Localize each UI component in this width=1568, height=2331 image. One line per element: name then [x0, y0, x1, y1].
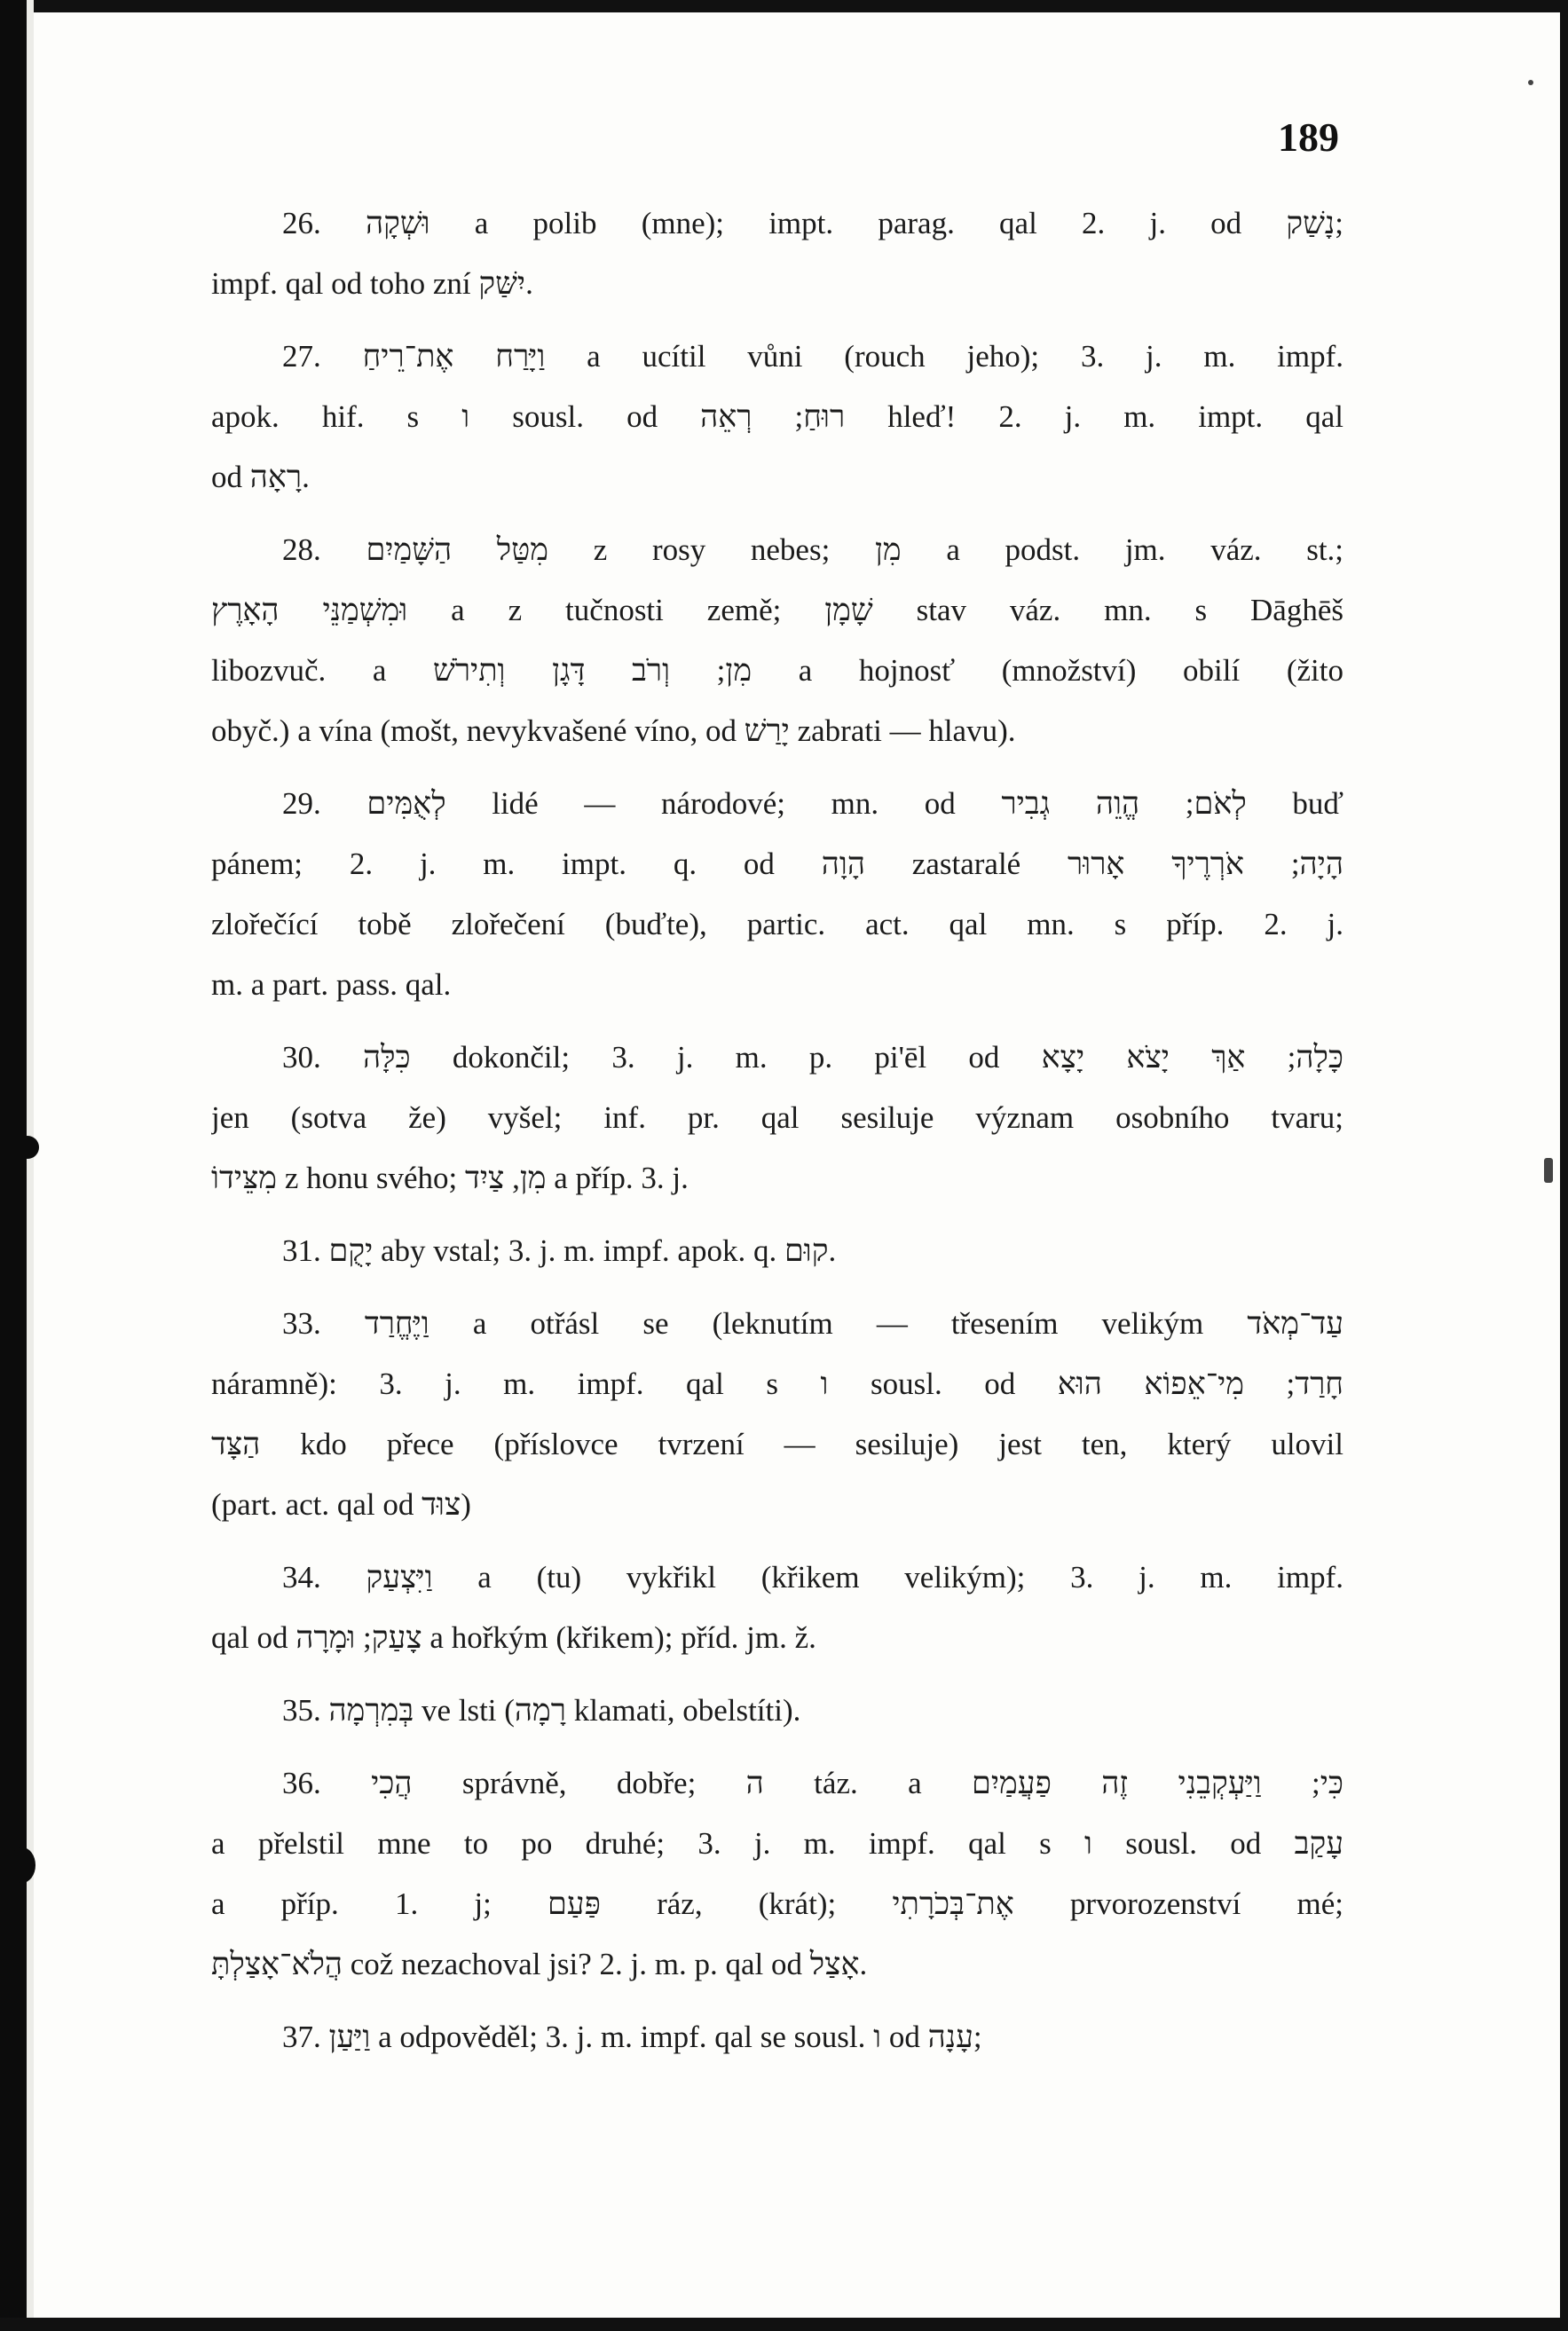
- page-number: 189: [1278, 114, 1339, 160]
- glossary-entry: [211, 1294, 1343, 1535]
- entry-line: 35. בְּמִרְמָה ve lsti (רָמָה klamati, obelstíti).: [282, 1693, 801, 1728]
- glossary-entry: [211, 1028, 1343, 1209]
- entry-line: 33. וַיֶּחֱרַד a otřásl se (leknutím — třesením velikým עַד־מְאֹד: [282, 1306, 1343, 1341]
- entry-line: 30. כִּלָּה dokončil; 3. j. m. p. pi'ēl od כָּלָה; אַךְ יָצֹא יָצָא: [282, 1040, 1343, 1075]
- entry-gap: [211, 1015, 1343, 1028]
- entry-line: 31. יָקֻם aby vstal; 3. j. m. impf. apok. q. קוּם.: [282, 1233, 837, 1268]
- scan-speck: [1528, 80, 1533, 85]
- entry-gap: [211, 1209, 1343, 1221]
- entry-gap: [211, 2067, 1343, 2080]
- entry-line: jen (sotva že) vyšel; inf. pr. qal sesiluje význam osobního tvaru;: [211, 1100, 1343, 1135]
- entry-line: (part. act. qal od צוּד): [211, 1487, 471, 1522]
- scan-border-bottom: [0, 2318, 1568, 2331]
- entry-line: הַצָּד kdo přece (příslovce tvrzení — sesiluje) jest ten, který ulovil: [211, 1427, 1343, 1461]
- entry-line: m. a part. pass. qal.: [211, 967, 452, 1002]
- entry-line: a přelstil mne to po druhé; 3. j. m. impf. qal s ו sousl. od עָקַב: [211, 1826, 1343, 1861]
- binding-mark-lower: [9, 1847, 35, 1883]
- entry-line: pánem; 2. j. m. impt. q. od הָוָה zastaralé הָיָה; אֹרְרֶיךָ אָרוּר: [211, 847, 1343, 881]
- entry-line: náramně): 3. j. m. impf. qal s ו sousl. od חָרַד; מִי־אֵפוֹא הוּא: [211, 1366, 1343, 1401]
- entry-line: obyč.) a vína (mošt, nevykvašené víno, od יָרַשׁ zabrati — hlavu).: [211, 713, 1016, 748]
- entry-line: 27. וַיָּרַח אֶת־רֵיחַ a ucítil vůni (rouch jeho); 3. j. m. impf.: [282, 339, 1343, 374]
- page-edge: [27, 0, 34, 2331]
- scan-border-right: [1560, 0, 1568, 2331]
- entry-line: 28. מִטַּל הַשָּׁמַיִם z rosy nebes; מִן a podst. jm. váz. st.;: [282, 532, 1343, 567]
- entry-line: impf. qal od toho zní יִשַּׁק.: [211, 266, 533, 301]
- entry-line: zlořečící tobě zlořečení (buďte), partic. act. qal mn. s příp. 2. j.: [211, 907, 1343, 941]
- glossary-entry: [211, 1221, 1343, 1281]
- entry-line: הֲלֹא־אָצַלְתָּ což nezachoval jsi? 2. j. m. p. qal od אָצַל.: [211, 1947, 868, 1981]
- entry-gap: [211, 761, 1343, 774]
- glossary-entry: [211, 1547, 1343, 1668]
- entry-gap: [211, 1995, 1343, 2007]
- entry-gap: [211, 314, 1343, 327]
- entry-line: 29. לְאֻמִּים lidé — národové; mn. od לְאֹם; הֱוֵה גְבִיר buď: [282, 786, 1343, 821]
- glossary-entry: [211, 193, 1343, 314]
- entry-line: a příp. 1. j; פַּעַם ráz, (krát); אֶת־בְּכֹרָתִי prvorozenství mé;: [211, 1886, 1343, 1921]
- entry-line: libozvuč. a מִן; וְרֹב דָּגָן וְתִירֹשׁ a hojnosť (množství) obilí (žito: [211, 653, 1343, 688]
- binding-mark-upper: [16, 1136, 39, 1159]
- entry-line: וּמִשְׁמַנֵּי הָאָרֶץ a z tučnosti země; שָׁמָן stav váz. mn. s Dāghēš: [211, 593, 1343, 627]
- entry-line: 36. הֲכִי správně, dobře; ה táz. a כִּי; וַיַּעְקְבֵנִי זֶה פַעֲמַיִם: [282, 1766, 1343, 1800]
- scan-border-top: [0, 0, 1568, 12]
- entry-gap: [211, 1741, 1343, 1753]
- glossary-entry: [211, 327, 1343, 508]
- entry-gap: [211, 1535, 1343, 1547]
- entry-line: od רָאָה.: [211, 460, 310, 494]
- glossary-entry: [211, 520, 1343, 761]
- book-spine-shadow: [0, 0, 27, 2331]
- entry-line: qal od צָעַק; וּמָרָה a hořkým (křikem); příd. jm. ž.: [211, 1620, 816, 1655]
- entry-gap: [211, 508, 1343, 520]
- entry-line: מִצֵּידוֹ z honu svého; מִן, צַיִד a příp. 3. j.: [211, 1161, 689, 1195]
- scan-speck: [1544, 1158, 1553, 1183]
- glossary-entry: [211, 1753, 1343, 1995]
- glossary-entry: [211, 1681, 1343, 1741]
- text-column: [211, 193, 1343, 2080]
- entry-gap: [211, 1668, 1343, 1681]
- glossary-entry: [211, 2007, 1343, 2067]
- glossary-entry: [211, 774, 1343, 1015]
- entry-gap: [211, 1281, 1343, 1294]
- entry-line: apok. hif. s ו sousl. od רוּחַ; רְאֵה hleď! 2. j. m. impt. qal: [211, 399, 1343, 434]
- entry-line: 26. וּשְׁקָה a polib (mne); impt. parag. qal 2. j. od נָשַׁק;: [282, 206, 1343, 240]
- entry-line: 37. וַיַּעַן a odpověděl; 3. j. m. impf. qal se sousl. ו od עָנָה;: [282, 2020, 982, 2054]
- entry-line: 34. וַיִּצְעַק a (tu) vykřikl (křikem velikým); 3. j. m. impf.: [282, 1560, 1343, 1595]
